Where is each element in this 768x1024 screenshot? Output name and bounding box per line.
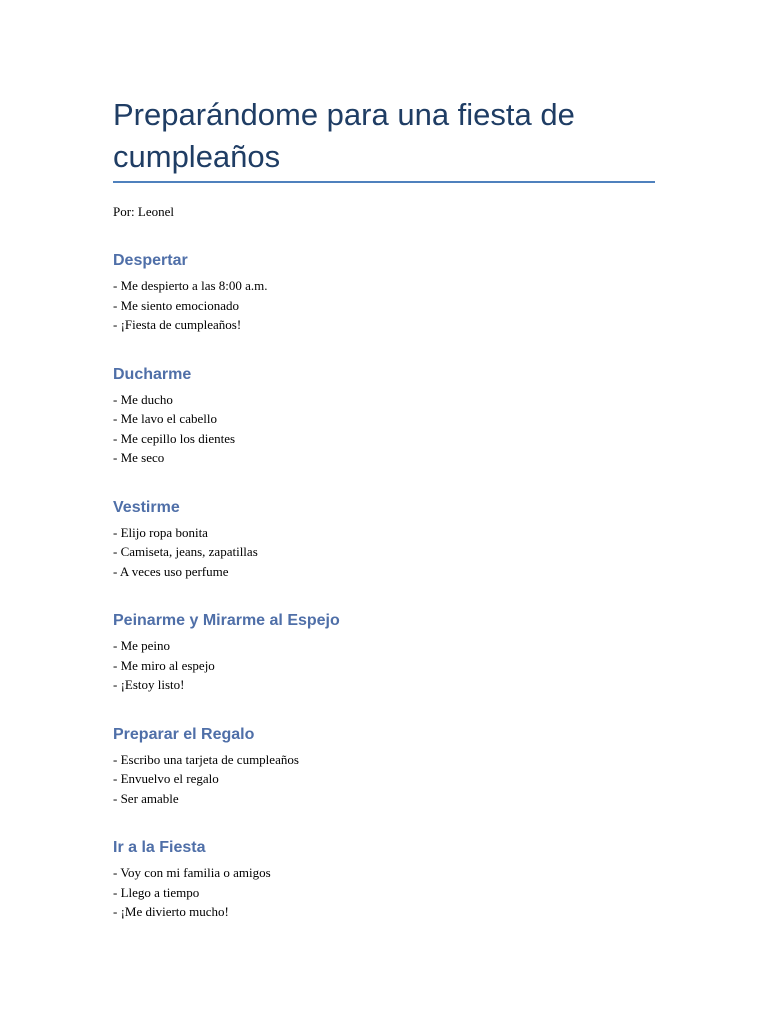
section-despertar — [113, 250, 655, 335]
section-regalo — [113, 724, 655, 809]
list-item: - Voy con mi familia o amigos — [113, 865, 271, 880]
list-item: - Elijo ropa bonita — [113, 524, 208, 540]
document-page — [113, 94, 655, 922]
section-list — [113, 750, 655, 809]
section-heading: Despertar — [113, 252, 188, 269]
list-item: - Me miro al espejo — [113, 657, 215, 673]
section-heading: Vestirme — [113, 498, 180, 516]
list-item: - Me seco — [113, 450, 165, 465]
list-item: - Ser amable — [113, 790, 179, 806]
section-heading: Peinarme y Mirarme al Espejo — [113, 612, 340, 629]
section-vestirme — [113, 497, 655, 582]
document-author: Por: Leonel — [113, 204, 175, 219]
section-list — [113, 390, 655, 468]
list-item: - Me siento emocionado — [113, 297, 239, 313]
section-heading: Ducharme — [113, 365, 192, 383]
list-item: - ¡Fiesta de cumpleaños! — [113, 317, 242, 332]
section-list — [113, 863, 655, 922]
list-item: - Me lavo el cabello — [113, 411, 217, 426]
document-title: Preparándome para una fiesta de cumpleaños — [113, 97, 575, 174]
list-item: - Me peino — [113, 638, 171, 653]
list-item: - Me despierto a las 8:00 a.m. — [113, 278, 268, 293]
list-item: - Me cepillo los dientes — [113, 430, 236, 446]
list-item: - Camiseta, jeans, zapatillas — [113, 544, 258, 559]
section-fiesta — [113, 837, 655, 922]
list-item: - Envuelvo el regalo — [113, 771, 219, 786]
list-item: - ¡Estoy listo! — [113, 677, 185, 692]
section-heading: Ir a la Fiesta — [113, 839, 206, 856]
title-divider — [113, 181, 655, 183]
section-list — [113, 276, 655, 335]
list-item: - Llego a tiempo — [113, 884, 200, 900]
section-ducharme — [113, 364, 655, 468]
section-list — [113, 523, 655, 582]
section-peinarme — [113, 610, 655, 695]
list-item: - Escribo una tarjeta de cumpleaños — [113, 751, 299, 767]
list-item: - Me ducho — [113, 391, 173, 407]
section-heading: Preparar el Regalo — [113, 725, 255, 743]
list-item: - ¡Me divierto mucho! — [113, 904, 229, 919]
list-item: - A veces uso perfume — [113, 563, 229, 579]
section-list — [113, 636, 655, 695]
